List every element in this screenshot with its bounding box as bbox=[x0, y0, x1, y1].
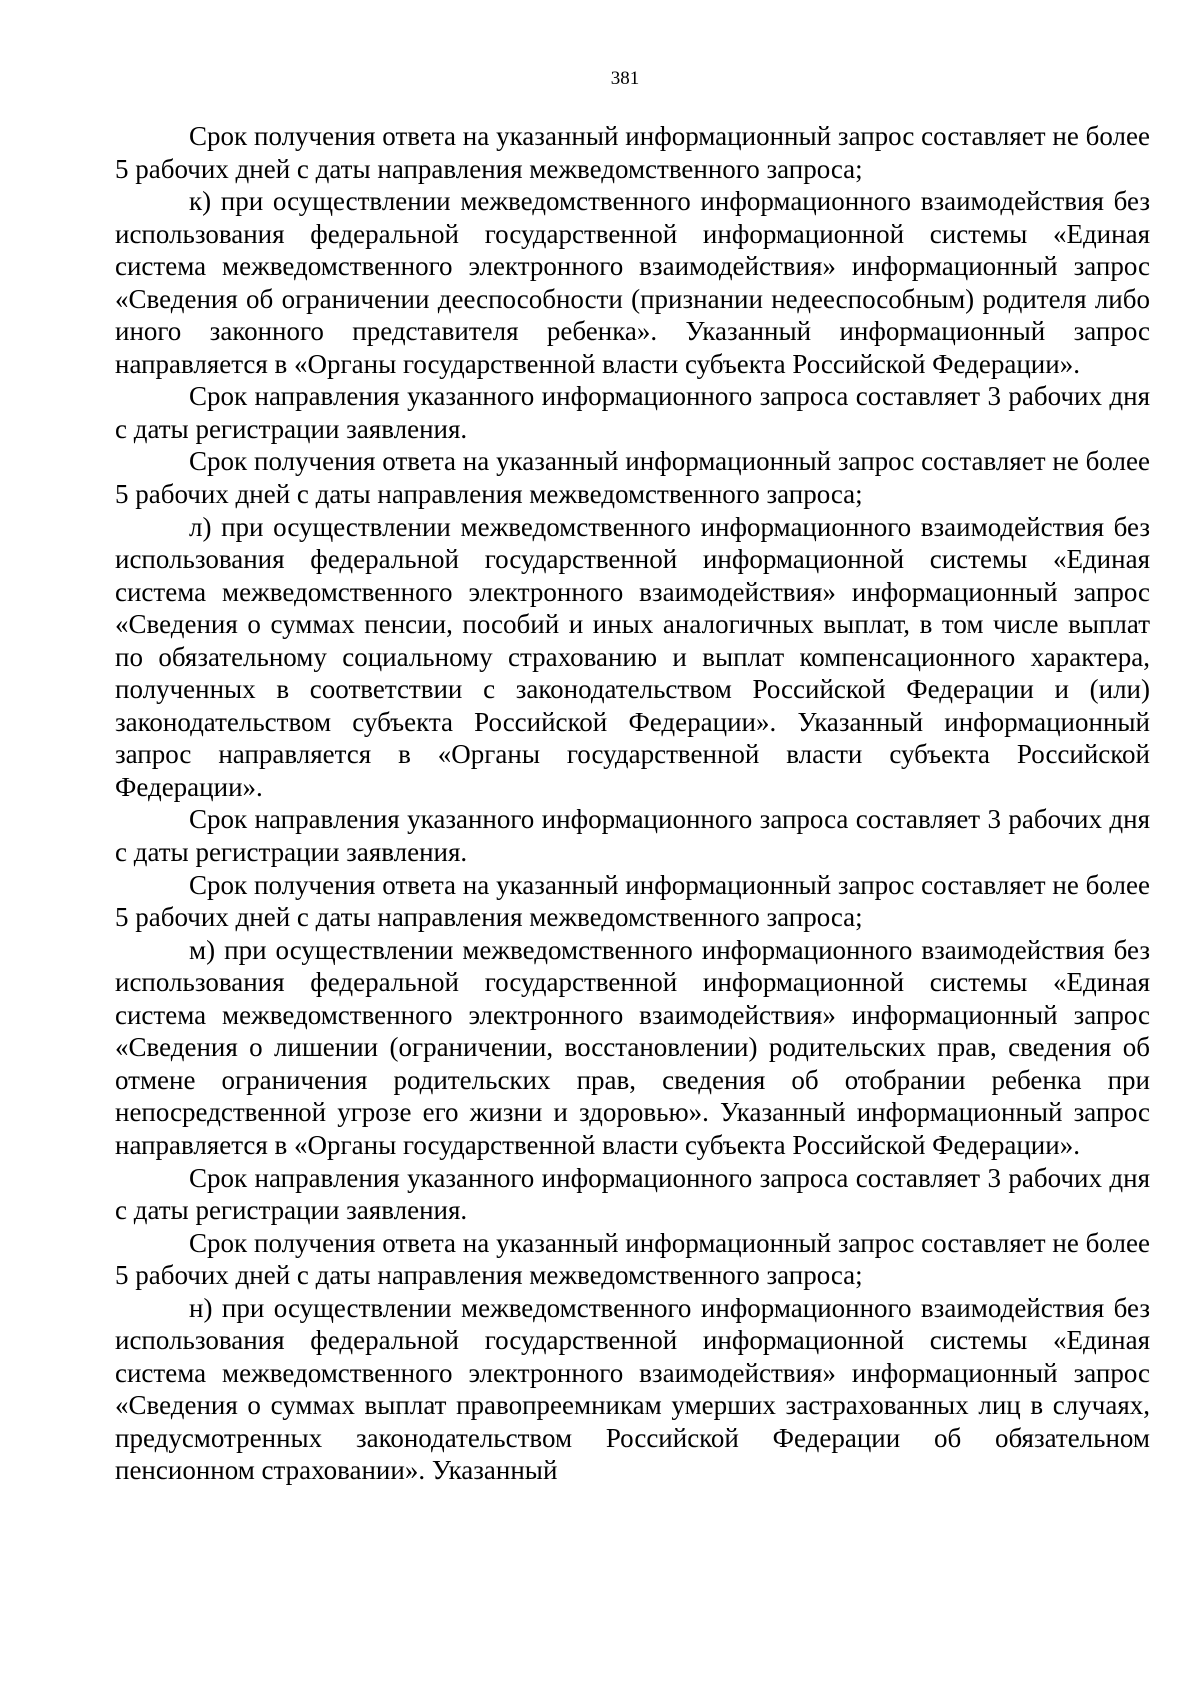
paragraph-response-deadline-2: Срок получения ответа на указанный информационный запрос составляет не более 5 рабочих дней с даты направления межведомственного запроса; bbox=[115, 446, 1150, 510]
paragraph-item-m: м) при осуществлении межведомственного информационного взаимодействия без использования федеральной государственной информационной системы «Единая система межведомственного электронного взаимодействия» информационный запрос «Сведения о лишении (ограничении, восстановлении) родительских прав, сведения об отмене ограничения родительских прав, сведения об отобрании ребенка при непосредственной угрозе его жизни и здоровью». Указанный информационный запрос направляется в «Органы государственной власти субъекта Российской Федерации». bbox=[115, 934, 1150, 1160]
paragraph-response-deadline-3: Срок получения ответа на указанный информационный запрос составляет не более 5 рабочих дней с даты направления межведомственного запроса; bbox=[115, 869, 1150, 933]
paragraph-item-k: к) при осуществлении межведомственного информационного взаимодействия без использования федеральной государственной информационной системы «Единая система межведомственного электронного взаимодействия» информационный запрос «Сведения об ограничении дееспособности (признании недееспособным) родителя либо иного законного представителя ребенка». Указанный информационный запрос направляется в «Органы государственной власти субъекта Российской Федерации». bbox=[115, 186, 1150, 379]
paragraph-response-deadline-1: Срок получения ответа на указанный информационный запрос составляет не более 5 рабочих дней с даты направления межведомственного запроса; bbox=[115, 121, 1150, 184]
paragraph-send-deadline-2: Срок направления указанного информационного запроса составляет 3 рабочих дня с даты регистрации заявления. bbox=[115, 804, 1150, 868]
paragraph-item-l: л) при осуществлении межведомственного информационного взаимодействия без использования федеральной государственной информационной системы «Единая система межведомственного электронного взаимодействия» информационный запрос «Сведения о суммах пенсии, пособий и иных аналогичных выплат, в том числе выплат по обязательному социальному страхованию и выплат компенсационного характера, полученных в соответствии с законодательством Российской Федерации и (или) законодательством субъекта Российской Федерации». Указанный информационный запрос направляется в «Органы государственной власти субъекта Российской Федерации». bbox=[115, 511, 1150, 802]
paragraph-item-n: н) при осуществлении межведомственного информационного взаимодействия без использования федеральной государственной информационной системы «Единая система межведомственного электронного взаимодействия» информационный запрос «Сведения о суммах выплат правопреемникам умерших застрахованных лиц в случаях, предусмотренных законодательством Российской Федерации об обязательном пенсионном страховании». Указанный bbox=[115, 1292, 1150, 1486]
page-number: 381 bbox=[610, 68, 640, 89]
paragraph-send-deadline-1: Срок направления указанного информационного запроса составляет 3 рабочих дня с даты регистрации заявления. bbox=[115, 381, 1150, 444]
document-body bbox=[115, 120, 1150, 1487]
paragraph-send-deadline-3: Срок направления указанного информационного запроса составляет 3 рабочих дня с даты регистрации заявления. bbox=[115, 1162, 1150, 1226]
paragraph-response-deadline-4: Срок получения ответа на указанный информационный запрос составляет не более 5 рабочих дней с даты направления межведомственного запроса; bbox=[115, 1227, 1150, 1291]
